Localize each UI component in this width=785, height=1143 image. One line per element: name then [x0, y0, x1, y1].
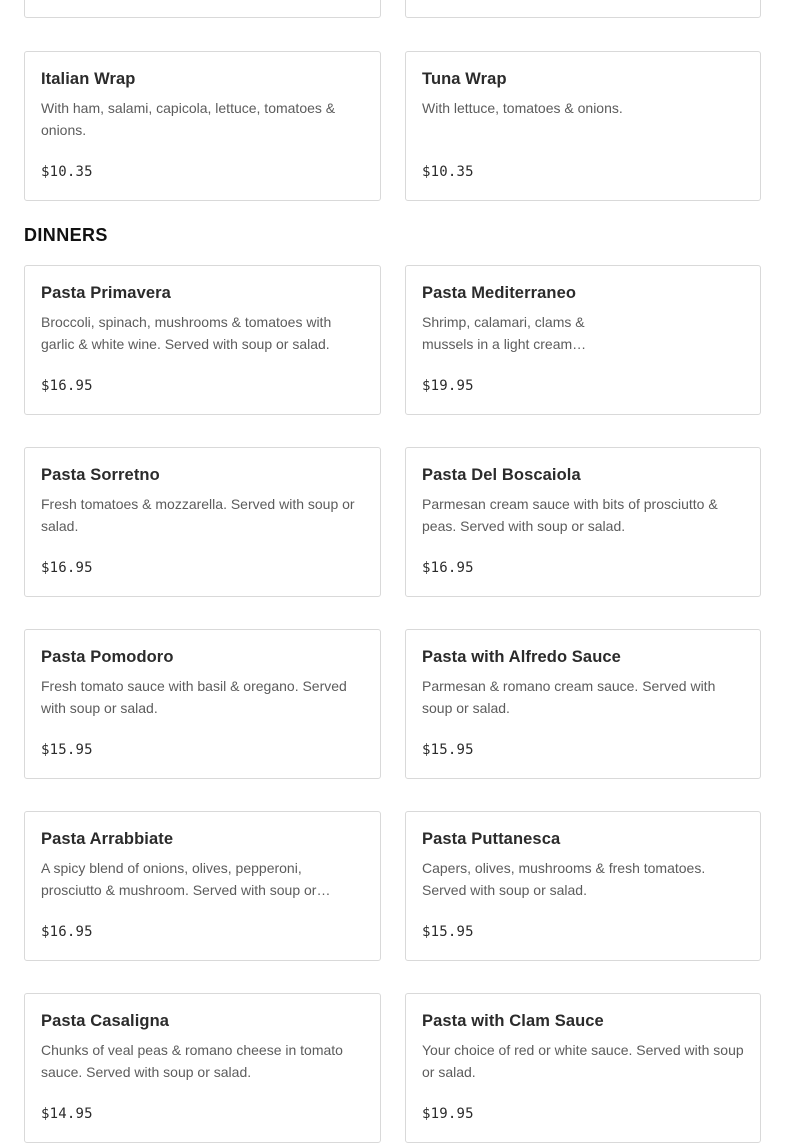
menu-item-price: $10.35	[422, 164, 474, 180]
menu-item-card[interactable]	[405, 265, 761, 415]
menu-item-name: Tuna Wrap	[422, 70, 507, 88]
menu-item-description: Shrimp, calamari, clams & mussels in a light cream…	[422, 314, 587, 352]
menu-item-card[interactable]	[405, 0, 761, 18]
menu-item-name: Pasta with Alfredo Sauce	[422, 648, 621, 666]
menu-item-price: $19.95	[422, 1106, 474, 1122]
menu-item-card[interactable]	[405, 447, 761, 597]
menu-item-price: $14.95	[41, 1106, 93, 1122]
menu-item-description: Broccoli, spinach, mushrooms & tomatoes with garlic & white wine. Served with soup or salad.	[41, 314, 332, 352]
menu-item-price: $15.95	[422, 924, 474, 940]
menu-item-card[interactable]	[24, 0, 381, 18]
menu-item-name: Pasta Pomodoro	[41, 648, 174, 666]
menu-item-card[interactable]	[24, 811, 381, 961]
menu-item-description: Fresh tomatoes & mozzarella. Served with soup or salad.	[41, 496, 355, 534]
menu-item-price: $16.95	[41, 378, 93, 394]
menu-item-description: With ham, salami, capicola, lettuce, tomatoes & onions.	[41, 100, 336, 138]
menu-item-price: $10.35	[41, 164, 93, 180]
menu-item-name: Pasta Mediterraneo	[422, 284, 577, 302]
menu-item-name: Pasta Del Boscaiola	[422, 466, 581, 484]
menu-item-price: $16.95	[41, 924, 93, 940]
menu-item-description: Your choice of red or white sauce. Served with soup or salad.	[422, 1042, 744, 1080]
menu-item-price: $15.95	[422, 742, 474, 758]
menu-item-name: Pasta Casaligna	[41, 1012, 170, 1030]
menu-item-price: $19.95	[422, 378, 474, 394]
menu-item-card[interactable]	[405, 51, 761, 201]
menu-item-name: Pasta Primavera	[41, 284, 171, 302]
menu-item-name: Italian Wrap	[41, 70, 136, 88]
menu-item-price: $16.95	[422, 560, 474, 576]
menu-item-card[interactable]	[24, 629, 381, 779]
menu-item-card[interactable]	[405, 811, 761, 961]
menu-item-name: Pasta Puttanesca	[422, 830, 561, 848]
menu-item-card[interactable]	[405, 629, 761, 779]
menu-item-description: Fresh tomato sauce with basil & oregano. Served with soup or salad.	[41, 678, 347, 716]
menu-item-description: With lettuce, tomatoes & onions.	[422, 100, 623, 116]
menu-item-description: Parmesan cream sauce with bits of prosciutto & peas. Served with soup or salad.	[422, 496, 718, 534]
menu-item-description: Parmesan & romano cream sauce. Served with soup or salad.	[422, 678, 716, 716]
menu-item-description: A spicy blend of onions, olives, pepperoni, prosciutto & mushroom. Served with soup or…	[41, 860, 331, 898]
menu-item-description: Chunks of veal peas & romano cheese in tomato sauce. Served with soup or salad.	[41, 1042, 343, 1080]
menu-item-description: Capers, olives, mushrooms & fresh tomatoes. Served with soup or salad.	[422, 860, 706, 898]
menu-item-card[interactable]	[24, 265, 381, 415]
menu-item-name: Pasta with Clam Sauce	[422, 1012, 604, 1030]
menu-item-price: $15.95	[41, 742, 93, 758]
menu-item-price: $16.95	[41, 560, 93, 576]
section-title-dinners: DINNERS	[24, 225, 108, 245]
menu-item-name: Pasta Sorretno	[41, 466, 160, 484]
menu-item-card[interactable]	[24, 447, 381, 597]
menu-item-card[interactable]	[24, 51, 381, 201]
menu-item-name: Pasta Arrabbiate	[41, 830, 174, 848]
